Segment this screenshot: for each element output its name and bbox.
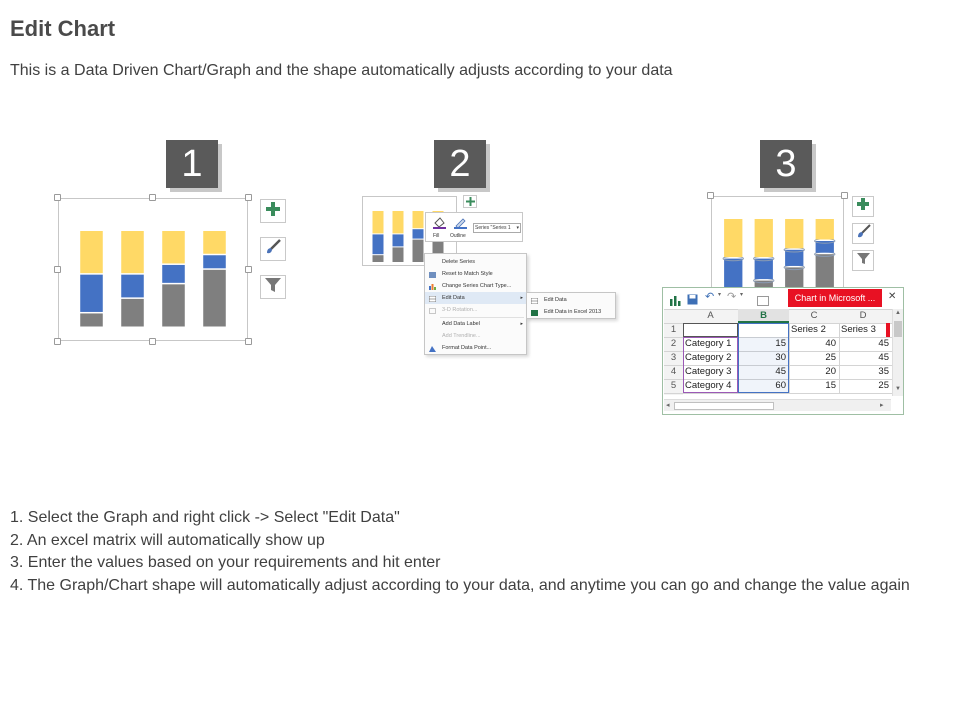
table-cell[interactable]: 60	[775, 380, 786, 391]
series-dropdown-value: Series "Series 1	[475, 225, 511, 231]
bar-segment-category-1-series-1[interactable]	[373, 255, 384, 262]
rotate-icon	[429, 307, 436, 313]
grid-line	[664, 393, 892, 394]
resize-handle[interactable]	[54, 338, 61, 345]
paint-bucket-icon	[433, 216, 446, 234]
row-number[interactable]: 4	[670, 366, 677, 377]
resize-handle[interactable]	[245, 194, 252, 201]
chevron-down-icon[interactable]: ▾	[718, 292, 722, 298]
save-icon[interactable]	[687, 292, 698, 310]
page-title: Edit Chart	[10, 16, 116, 41]
menu-item-delete-series[interactable]	[425, 256, 526, 268]
menu-item-add-trendline[interactable]	[425, 330, 526, 342]
scrollbar-thumb[interactable]	[674, 402, 774, 410]
menu-item-label: Add Trendline...	[442, 333, 481, 339]
bar-segment-category-4-series-3[interactable]	[203, 231, 226, 254]
filter-icon	[264, 276, 282, 299]
menu-item-label: Reset to Match Style	[442, 271, 493, 277]
column-letter[interactable]: A	[707, 310, 714, 321]
menu-item-reset-style[interactable]	[425, 268, 526, 280]
table-cell[interactable]: Category 3	[685, 366, 732, 377]
scroll-left-icon[interactable]: ◂	[666, 402, 670, 409]
chevron-right-icon: ▸	[520, 295, 523, 301]
table-cell[interactable]: 35	[878, 366, 889, 377]
brush-icon	[264, 238, 282, 261]
bar-segment-category-1-series-3[interactable]	[724, 219, 742, 257]
bar-segment-category-2-series-3[interactable]	[393, 211, 404, 233]
column-letter[interactable]: C	[810, 310, 818, 321]
bar-segment-category-2-series-3[interactable]	[755, 219, 773, 257]
table-cell[interactable]: Category 1	[685, 338, 732, 349]
menu-item-label: Edit Data	[442, 295, 465, 301]
row-number[interactable]: 3	[670, 352, 677, 363]
menu-item-format-data-point[interactable]	[425, 342, 526, 354]
menu-item-add-data-label[interactable]	[425, 318, 526, 330]
table-cell[interactable]: 25	[825, 352, 836, 363]
bar-segment-category-1-series-2[interactable]	[80, 275, 103, 312]
table-cell[interactable]: 45	[878, 352, 889, 363]
scroll-right-icon[interactable]: ▸	[880, 402, 884, 409]
table-cell[interactable]: 15	[775, 338, 786, 349]
step-badge-1: 1	[166, 140, 218, 188]
menu-item-label: Add Data Label	[442, 321, 480, 327]
resize-handle[interactable]	[841, 192, 848, 199]
vertical-scrollbar[interactable]	[892, 309, 903, 396]
menu-item-label: Edit Data	[544, 297, 567, 303]
fill-button[interactable]	[430, 216, 448, 240]
brush-icon	[856, 224, 871, 244]
bar-segment-category-2-series-1[interactable]	[393, 247, 404, 262]
header-cell[interactable]: Series 3	[841, 324, 876, 335]
header-cell[interactable]	[740, 323, 787, 337]
chevron-right-icon: ▸	[520, 321, 523, 327]
chevron-down-icon: ▾	[516, 225, 519, 231]
menu-item-label: Edit Data in Excel 2013	[544, 309, 602, 315]
menu-item-label: 3-D Rotation...	[442, 307, 478, 313]
bar-segment-category-2-series-1[interactable]	[121, 299, 144, 327]
instructions	[10, 507, 940, 597]
menu-item-label: Change Series Chart Type...	[442, 283, 512, 289]
filter-icon	[856, 251, 871, 271]
header-cell[interactable]: Series 2	[791, 324, 826, 335]
resize-handle[interactable]	[245, 266, 252, 273]
menu-item-change-chart-type[interactable]	[425, 280, 526, 292]
series-dropdown[interactable]	[473, 223, 521, 233]
scroll-down-icon[interactable]: ▼	[895, 386, 901, 392]
edit-data-submenu	[526, 292, 616, 319]
chart-type-icon	[429, 283, 436, 289]
mini-toolbar	[425, 212, 523, 242]
bar-segment-category-3-series-1[interactable]	[162, 284, 185, 326]
bar-segment-category-4-series-2[interactable]	[203, 255, 226, 268]
bar-segment-category-4-series-3[interactable]	[816, 219, 834, 240]
excel-tab-label: Chart in Microsoft ...	[788, 289, 882, 307]
chart-elements-button[interactable]	[260, 199, 286, 223]
table-cell[interactable]: 45	[878, 338, 889, 349]
bar-segment-category-3-series-3[interactable]	[413, 211, 424, 228]
bar-segment-category-2-series-3[interactable]	[121, 231, 144, 273]
chart-styles-button[interactable]	[852, 223, 874, 244]
chart-styles-button[interactable]	[260, 237, 286, 261]
submenu-item-edit-data-excel[interactable]	[527, 306, 615, 318]
chart-filters-button[interactable]	[852, 250, 874, 271]
bar-segment-category-3-series-1[interactable]	[413, 240, 424, 262]
step-badge-2: 2	[434, 140, 486, 188]
close-icon[interactable]: ✕	[888, 291, 897, 302]
row-number[interactable]: 5	[670, 380, 677, 391]
bar-segment-category-1-series-3[interactable]	[80, 231, 103, 273]
excel-title-bar	[663, 288, 903, 308]
bar-segment-category-3-series-3[interactable]	[785, 219, 803, 248]
instruction-step-2: 2. An excel matrix will automatically show up	[10, 531, 325, 549]
excel-window	[662, 287, 904, 415]
bar-segment-category-4-series-1[interactable]	[203, 270, 226, 327]
undo-icon[interactable]: ↶	[705, 291, 715, 303]
bar-segment-category-3-series-2[interactable]	[162, 265, 185, 283]
format-icon	[429, 345, 436, 351]
bar-segment-category-3-series-2[interactable]	[413, 229, 424, 238]
column-letter[interactable]: B	[760, 310, 767, 321]
menu-item-edit-data[interactable]	[425, 292, 526, 304]
bar-segment-category-2-series-2[interactable]	[393, 234, 404, 246]
table-cell[interactable]: 30	[775, 352, 786, 363]
instruction-step-1: 1. Select the Graph and right click -> Select "Edit Data"	[10, 509, 400, 526]
resize-handle[interactable]	[149, 338, 156, 345]
bar-segment-category-2-series-2[interactable]	[121, 275, 144, 298]
bar-segment-category-2-series-2[interactable]	[755, 259, 773, 280]
row-number[interactable]: 1	[670, 324, 677, 335]
bar-segment-category-1-series-3[interactable]	[373, 211, 384, 233]
chart-elements-button-small[interactable]	[463, 195, 477, 208]
reset-icon	[429, 271, 436, 277]
resize-handle[interactable]	[245, 338, 252, 345]
bar-segment-category-3-series-3[interactable]	[162, 231, 185, 263]
plus-icon	[466, 193, 475, 211]
table-cell[interactable]: Category 4	[685, 380, 732, 391]
stacked-bar-chart-3[interactable]	[712, 197, 843, 293]
table-icon	[531, 297, 538, 303]
resize-handle[interactable]	[707, 192, 714, 199]
instruction-step-4: 4. The Graph/Chart shape will automatically adjust according to your data, and anytime you can go and change the value again	[10, 576, 910, 594]
column-letter[interactable]: D	[859, 310, 867, 321]
table-cell[interactable]: 40	[825, 338, 836, 349]
context-menu	[424, 253, 527, 355]
series-header-marker	[886, 323, 890, 337]
scroll-up-icon[interactable]: ▲	[895, 310, 901, 316]
scrollbar-thumb[interactable]	[894, 321, 902, 337]
horizontal-scrollbar[interactable]	[664, 399, 891, 411]
page-subtitle: This is a Data Driven Chart/Graph and the shape automatically adjusts according to your data	[10, 62, 673, 79]
stacked-bar-chart-1[interactable]	[59, 199, 247, 340]
chart-filters-button[interactable]	[260, 275, 286, 299]
bar-segment-category-1-series-2[interactable]	[373, 234, 384, 254]
outline-label: Outline	[450, 233, 466, 239]
menu-item-3d-rotation[interactable]	[425, 304, 526, 316]
instruction-step-3: 3. Enter the values based on your requirements and hit enter	[10, 554, 441, 571]
redo-icon[interactable]: ↷	[727, 291, 737, 303]
bar-segment-category-1-series-1[interactable]	[80, 313, 103, 326]
header-cell[interactable]	[685, 323, 736, 337]
outline-button[interactable]	[450, 216, 472, 240]
plus-icon	[265, 201, 281, 222]
chart-frame-3[interactable]	[711, 196, 844, 294]
resize-handle[interactable]	[54, 266, 61, 273]
chevron-down-icon[interactable]: ▾	[740, 292, 744, 298]
grid-line	[789, 323, 790, 393]
resize-handle[interactable]	[54, 194, 61, 201]
table-cell[interactable]: 15	[825, 380, 836, 391]
table-cell[interactable]: Category 2	[685, 352, 732, 363]
submenu-item-edit-data[interactable]	[527, 294, 615, 306]
fill-label: Fill	[433, 233, 440, 239]
chart-frame-1[interactable]	[58, 198, 248, 341]
resize-handle[interactable]	[149, 194, 156, 201]
table-cell[interactable]: 20	[825, 366, 836, 377]
step-badge-3: 3	[760, 140, 812, 188]
menu-item-label: Delete Series	[442, 259, 476, 265]
menu-item-label: Format Data Point...	[442, 345, 492, 351]
table-cell[interactable]: 45	[775, 366, 786, 377]
pencil-icon	[454, 216, 467, 234]
delete-icon	[429, 259, 436, 265]
grid-line	[839, 323, 840, 393]
table-icon	[429, 295, 436, 301]
plus-icon	[856, 197, 870, 216]
table-cell[interactable]: 25	[878, 380, 889, 391]
chart-elements-button[interactable]	[852, 196, 874, 217]
excel-icon	[531, 309, 538, 315]
row-number[interactable]: 2	[670, 338, 677, 349]
